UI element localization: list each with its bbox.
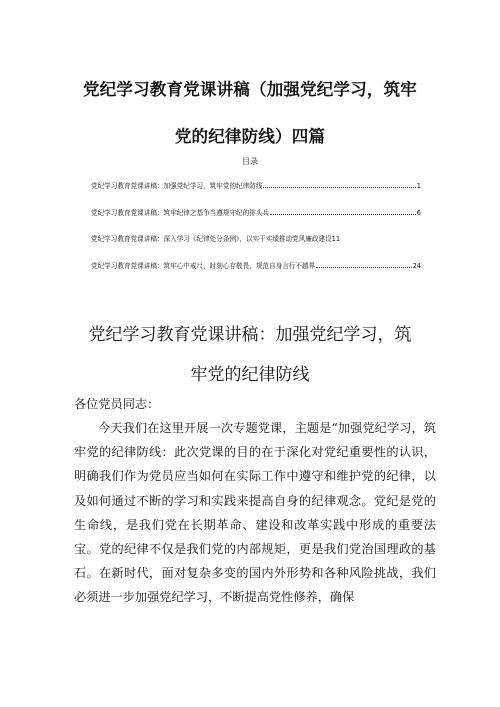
document-title-line-2: 党的纪律防线）四篇 — [174, 127, 326, 146]
toc-entry-label: 党纪学习教育党课讲稿：筑牢纪律之基争当遵规守纪的排头兵 — [91, 209, 270, 217]
toc-entry[interactable] — [91, 178, 421, 190]
toc-entry-page: 24 — [412, 262, 421, 270]
toc-entry[interactable] — [91, 231, 421, 243]
toc-leader-dots — [263, 187, 415, 188]
section-title-line-2: 牢党的纪律防线 — [190, 365, 310, 385]
toc-heading: 目录 — [242, 157, 258, 166]
document-title-line-1: 党纪学习教育党课讲稿（加强党纪学习，筑牢 — [83, 80, 417, 99]
toc-entry-page: 11 — [331, 235, 341, 243]
toc-entry-page: 6 — [416, 209, 421, 217]
toc-leader-dots — [270, 214, 416, 215]
section-title-line-1: 党纪学习教育党课讲稿：加强党纪学习，筑 — [88, 325, 412, 345]
toc-leader-dots — [316, 267, 411, 268]
toc-entry-label: 党纪学习教育党课讲稿：深入学习《纪律处分条例》，以实干实绩推动党风廉政建设 — [91, 235, 332, 243]
salutation: 各位党员同志： — [74, 397, 160, 411]
toc-entry-label: 党纪学习教育党课讲稿：加强党纪学习，筑牢党的纪律防线 — [91, 182, 263, 190]
toc-entry[interactable] — [91, 205, 421, 217]
toc-entry-page: 1 — [416, 182, 421, 190]
toc-entry[interactable] — [91, 258, 421, 270]
body-paragraph: 今天我们在这里开展一次专题党课，主题是“加强党纪学习，筑牢党的纪律防线：此次党课的目的在于深化对党纪重要性的认识，明确我们作为党员应当如何在实际工作中遵守和维护党的纪律，以及如何通过不断的学习和实践来提高自身的纪律观念。党纪是党的生命线，是我们党在长期革命、建设和改革实践中形成的重要法宝。党的纪律不仅是我们党的内部规矩，更是我们党治国理政的基石。在新时代，面对复杂多变的国内外形势和各种风险挑战，我们必须进一步加强党纪学习，不断提高党性修养，确保 — [74, 421, 436, 605]
toc-entry-label: 党纪学习教育党课讲稿：筑牢心中戒尺，时刻心存敬畏，规范自身言行不越界 — [91, 262, 316, 270]
